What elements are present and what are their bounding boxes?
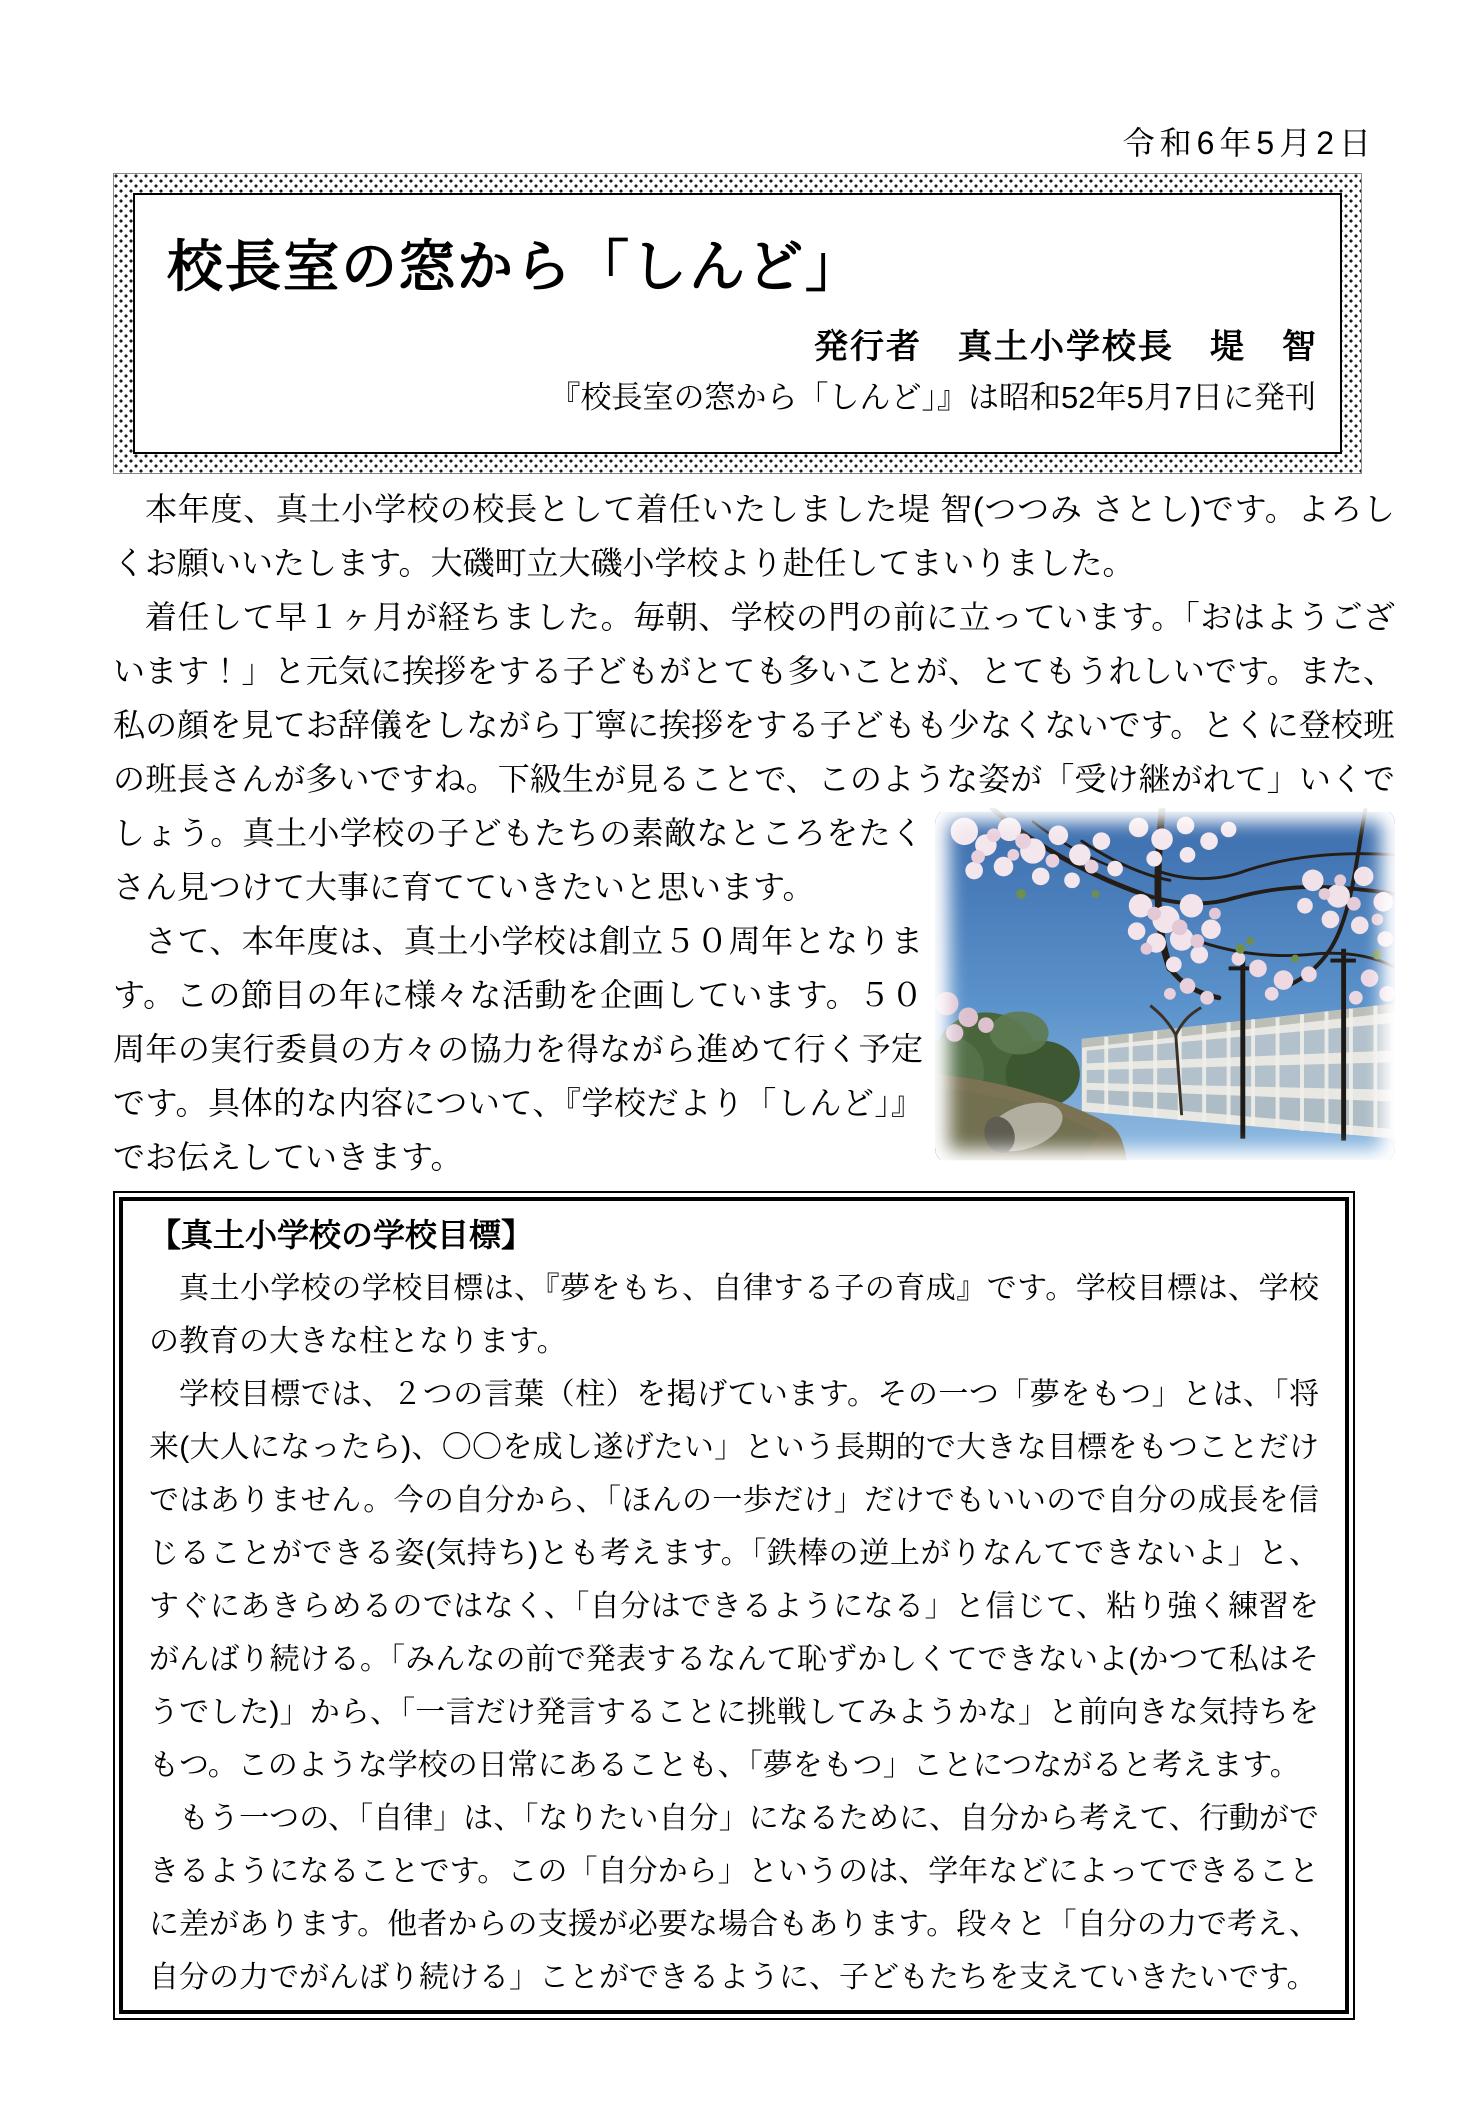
- school-goals-paragraph-3: もう一つの、「自律」は、「なりたい自分」になるために、自分から考えて、行動ができるようになることです。この「自分から」というのは、学年などによってできることに差があります。他者からの支援が必要な場合もあります。段々と「自分の力で考え、自分の力でがんばり続ける」ことができるように、子どもたちを支えていきたいです。: [149, 1802, 1319, 1994]
- article-paragraph-2: [113, 590, 1395, 914]
- photo-illustration: [935, 808, 1395, 1164]
- article-paragraph-3-text: さて、本年度は、真土小学校は創立５０周年となります。この節目の年に様々な活動を企画しています。５０周年の実行委員の方々の協力を得ながら進めて行く予定です。具体的な内容について、『学校だより「しんど」』でお伝えしていきます。: [113, 923, 923, 1175]
- newsletter-title: 校長室の窓から「しんど」: [167, 235, 863, 298]
- article-paragraph-1: [113, 482, 1395, 590]
- article-paragraph-2-text-after: 真土小学校の子どもたちの素敵なところをたくさん見つけて大事に育てていきたいと思います。: [113, 815, 923, 905]
- school-goals-inner-box: [119, 1197, 1349, 2014]
- lead-article: [113, 482, 1395, 1184]
- school-goals-box: [113, 1191, 1355, 2020]
- article-paragraph-1-text: 本年度、真土小学校の校長として着任いたしました堤 智(つつみ さとし)です。よろしくお願いいたします。大磯町立大磯小学校より赴任してまいりました。: [113, 491, 1395, 581]
- masthead-box: [113, 173, 1362, 474]
- school-goals-paragraph-2: 学校目標では、２つの言葉（柱）を掲げています。その一つ「夢をもつ」とは、「将来(大人になったら)、〇〇を成し遂げたい」という長期的で大きな目標をもつことだけではありません。今の自分から、「ほんの一歩だけ」だけでもいいので自分の成長を信じることができる姿(気持ち)とも考えます。「鉄棒の逆上がりなんてできないよ」と、すぐにあきらめるのではなく、「自分はできるようになる」と信じて、粘り強く練習をがんばり続ける。「みんなの前で発表するなんて恥ずかしくてできないよ(かつて私はそうでした)」から、「一言だけ発言することに挑戦してみようかな」と前向きな気持ちをもつ。このような学校の日常にあることも、「夢をもつ」ことにつながると考えます。: [149, 1378, 1319, 1782]
- school-cherry-blossom-photo: [935, 808, 1395, 1164]
- article-paragraph-2-text-before: 着任して早１ヶ月が経ちました。毎朝、学校の門の前に立っています。「おはようございます！」と元気に挨拶をする子どもがとても多いことが、とてもうれしいです。また、私の顔を見てお辞儀をしながら丁寧に挨拶をする子どもも少なくないです。とくに登校班の班長さんが多いですね。下級生が見ることで、このような姿が「受け継がれて」いくでしょう。: [113, 599, 1395, 851]
- first-issue-note: 『校長室の窓から「しんど」』は昭和52年5月7日に発刊: [549, 380, 1316, 415]
- publisher-line: 発行者 真土小学校長 堤 智: [814, 328, 1318, 366]
- issue-date: 令和6年5月2日: [1122, 125, 1376, 161]
- school-goals-heading: 【真土小学校の学校目標】: [149, 1217, 534, 1253]
- school-goals-paragraph-1: 真土小学校の学校目標は、『夢をもち、自律する子の育成』です。学校目標は、学校の教育の大きな柱となります。: [149, 1272, 1319, 1358]
- masthead-inner-box: [133, 193, 1342, 454]
